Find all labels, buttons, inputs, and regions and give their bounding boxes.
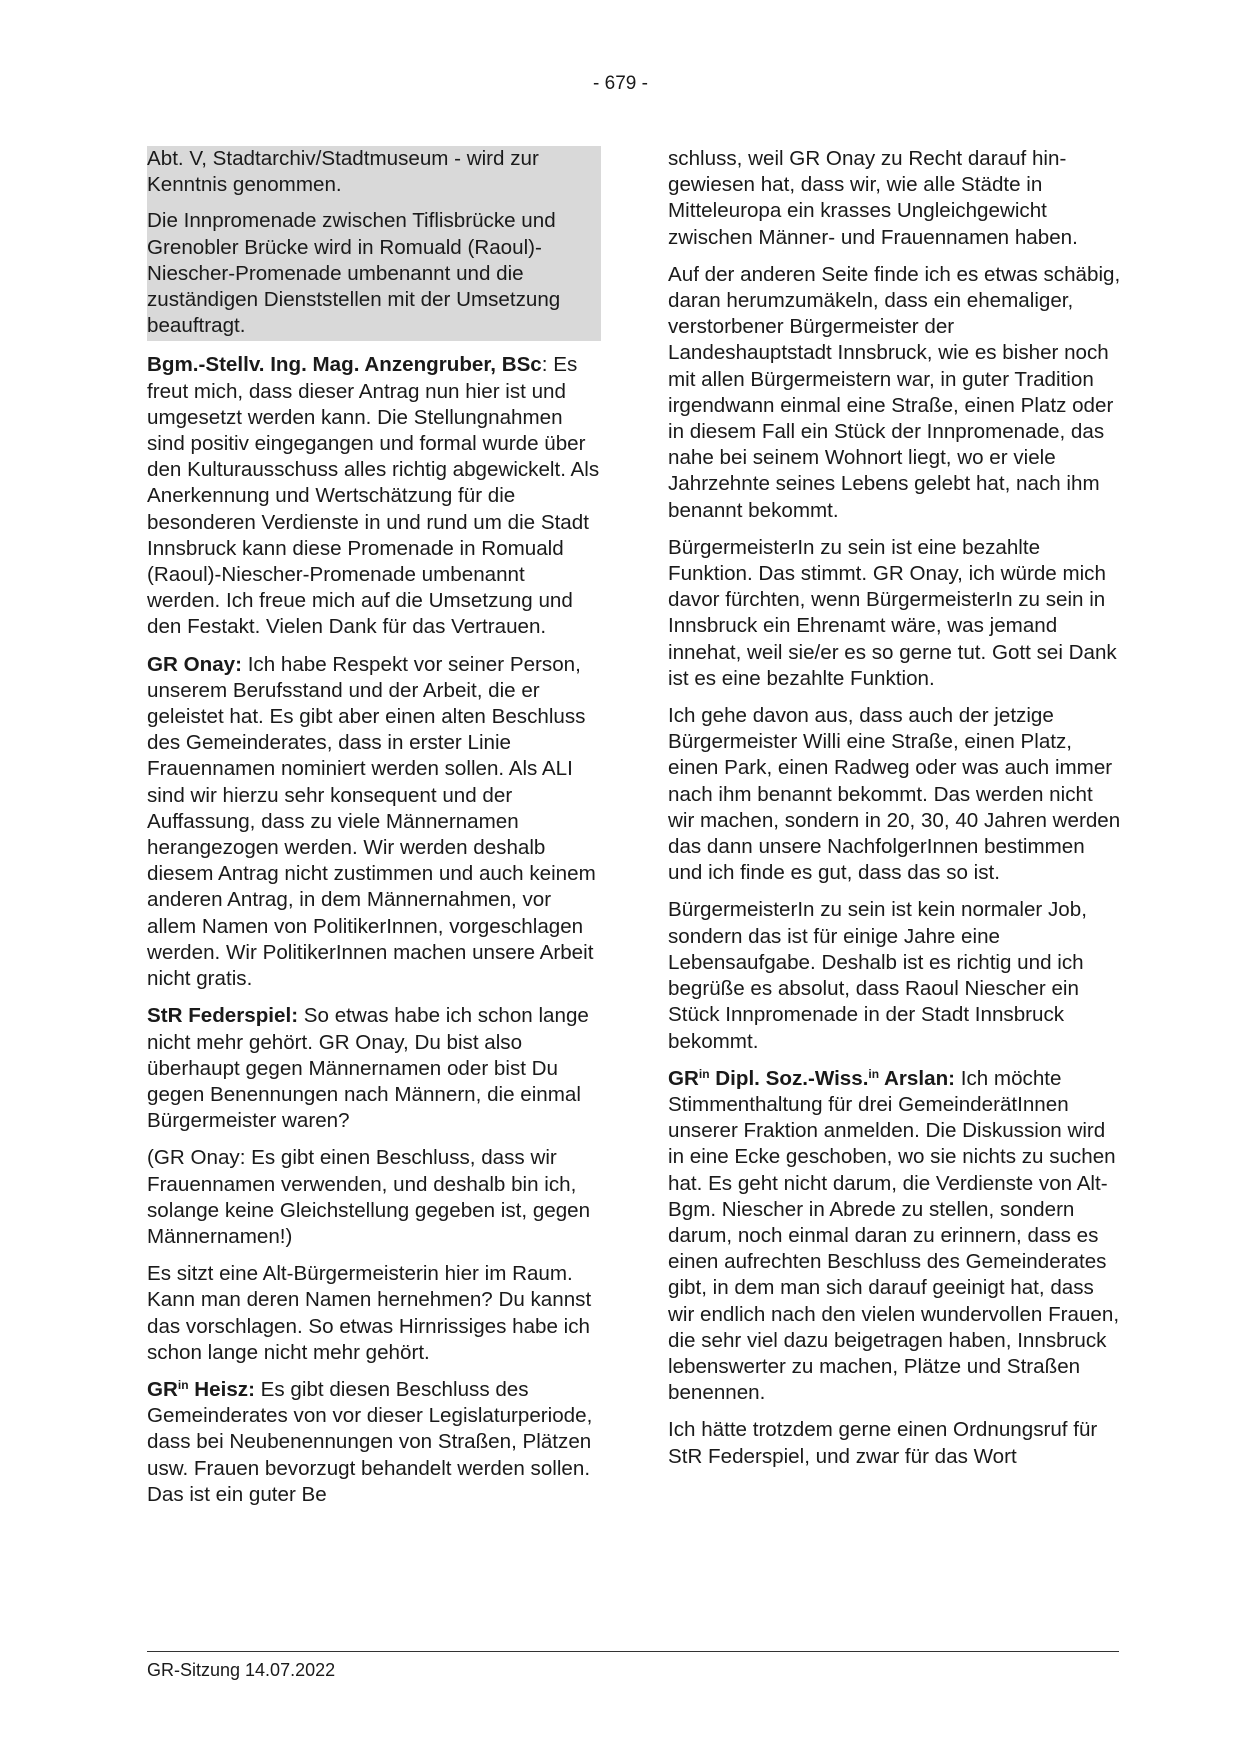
speech-paragraph [147,652,601,993]
speech-text: Ich möchte Stimmenthaltung für drei GemeinderätInnen unserer Fraktion anmelden. Die Diskussion wird in eine Ecke geschoben, wo sie nichts zu suchen hat. Es geht nicht darum, die Verdienste von Alt-Bgm. Niescher in Abrede zu stellen, sondern darum, noch einmal daran zu erinnern, dass es einen aufrechten Beschluss des Gemeinderates gibt, in dem man sich darauf geeinigt hat, dass wir endlich nach den vielen wundervollen Frauen, die sehr viel dazu beigetragen haben, Innsbruck lebenswerter zu machen, Plätze und Straßen benennen. [668,1066,1120,1405]
decision-note: Abt. V, Stadtarchiv/Stadtmuseum - wird zur Kenntnis genommen. [147,146,601,200]
speech-paragraph: Auf der anderen Seite finde ich es etwas schäbig, daran herumzumäkeln, dass ein ehemaliger, verstorbener Bürgermeister der Landeshauptstadt Innsbruck, wie es bisher noch mit allen Bürgermeistern war, in guter Tradition irgendwann einmal eine Straße, einen Platz oder in diesem Fall ein Stück der Innpromenade, das nahe bei seinem Wohnort liegt, wo er viele Jahrzehnte seines Lebens gelebt hat, nach ihm benannt bekommt. [668,262,1121,522]
speech-text: So etwas habe ich schon lange nicht mehr gehört. GR Onay, Du bist also überhaupt gegen Männernamen oder bist Du gegen Benennungen nach Männern, die einmal Bürgermeister waren? [147,1004,589,1133]
speech-paragraph: BürgermeisterIn zu sein ist eine bezahlte Funktion. Das stimmt. GR Onay, ich würde mich davor fürchten, wenn BürgermeisterIn zu sein in Innsbruck ein Ehrenamt wäre, was jemand innehat, weil sie/er es so gerne tut. Gott sei Dank ist es eine bezahlte Funktion. [668,535,1117,690]
speaker-name: $GR^{in}$ Dipl. Soz.-Wiss.$^{in}$ Arslan: [668,1066,956,1090]
speech-paragraph: schluss, weil GR Onay zu Recht darauf hingewiesen hat, dass wir, wie alle Städte in Mitteleuropa ein krasses Ungleichgewicht zwischen Männer- und Frauennamen haben. [668,147,1078,249]
speech-text: Ich habe Respekt vor seiner Person, unserem Berufsstand und der Arbeit, die er geleistet hat. Es gibt aber einen alten Beschluss des Gemeinderates, dass in erster Linie Frauennamen nominiert werden sollen. Als ALI sind wir hierzu sehr konsequent und der Auffassung, dass zu viele Männernamen herangezogen werden. Wir werden deshalb diesem Antrag nicht zustimmen und auch keinem anderen Antrag, in dem Männernahmen, vor allem Namen von PolitikerInnen, vorgeschlagen werden. Wir PolitikerInnen machen unsere Arbeit nicht gratis. [147,652,596,991]
page-number: - 679 - [593,73,648,94]
speaker-name: GR Onay: [147,652,242,676]
speech-paragraph: Es sitzt eine Alt-Bürgermeisterin hier im Raum. Kann man deren Namen hernehmen? Du kannst das vorschlagen. So etwas Hirnrissiges habe ich schon lange nicht mehr gehört. [147,1262,592,1364]
speech-paragraph [147,1377,601,1508]
speech-text: : Es freut mich, dass dieser Antrag nun hier ist und umgesetzt werden kann. Die Stellungnahmen sind positiv eingegangen und formal wurde über den Kulturausschuss alles richtig abgewickelt. Als Anerkennung und Wertschätzung für die besonderen Verdienste in und rund um die Stadt Innsbruck kann diese Promenade in Romuald (Raoul)-Niescher-Promenade umbenannt werden. Ich freue mich auf die Umsetzung und den Festakt. Vielen Dank für das Vertrauen. [147,353,600,639]
speaker-name: StR Federspiel: [147,1004,299,1028]
speaker-name: $GR^{in}$ Heisz: [147,1377,255,1401]
speech-paragraph: BürgermeisterIn zu sein ist kein normaler Job, sondern das ist für einige Jahre eine Lebensaufgabe. Deshalb ist es richtig und ich begrüße es absolut, dass Raoul Niescher ein Stück Innpromenade in der Stadt Innsbruck bekommt. [668,898,1087,1053]
speech-paragraph [668,1066,1122,1407]
speech-paragraph [147,1003,601,1134]
footer-divider [147,1651,1119,1652]
speech-paragraph: Ich gehe davon aus, dass auch der jetzige Bürgermeister Willi eine Straße, einen Platz, einen Park, einen Radweg oder was auch immer nach ihm benannt bekommt. Das werden nicht wir machen, sondern in 20, 30, 40 Jahren werden das dann unsere NachfolgerInnen bestimmen und ich finde es gut, dass das so ist. [668,704,1121,885]
speech-paragraph [147,352,601,640]
speaker-name: Bgm.-Stellv. Ing. Mag. Anzengruber, BSc [147,353,542,377]
speech-text: Es gibt diesen Beschluss des Gemeinderates von vor dieser Legislaturperiode, dass bei Neubenennungen von Straßen, Plätzen usw. Frauen bevorzugt behandelt werden sollen. Das ist ein guter Be [147,1377,593,1506]
left-column [147,146,601,1519]
interjection: (GR Onay: Es gibt einen Beschluss, dass wir Frauennamen verwenden, und deshalb bin ich, solange keine Gleichstellung gegeben ist, gegen Männernamen!) [147,1146,591,1248]
right-column [668,146,1122,1481]
speech-paragraph: Ich hätte trotzdem gerne einen Ordnungsruf für StR Federspiel, und zwar für das Wort [668,1418,1098,1468]
decision-resolution: Die Innpromenade zwischen Tiflisbrücke und Grenobler Brücke wird in Romuald (Raoul)-Niescher-Promenade umbenannt und die zuständigen Dienststellen mit der Umsetzung beauftragt. [147,200,601,341]
footer-session-date: GR-Sitzung 14.07.2022 [147,1660,336,1680]
